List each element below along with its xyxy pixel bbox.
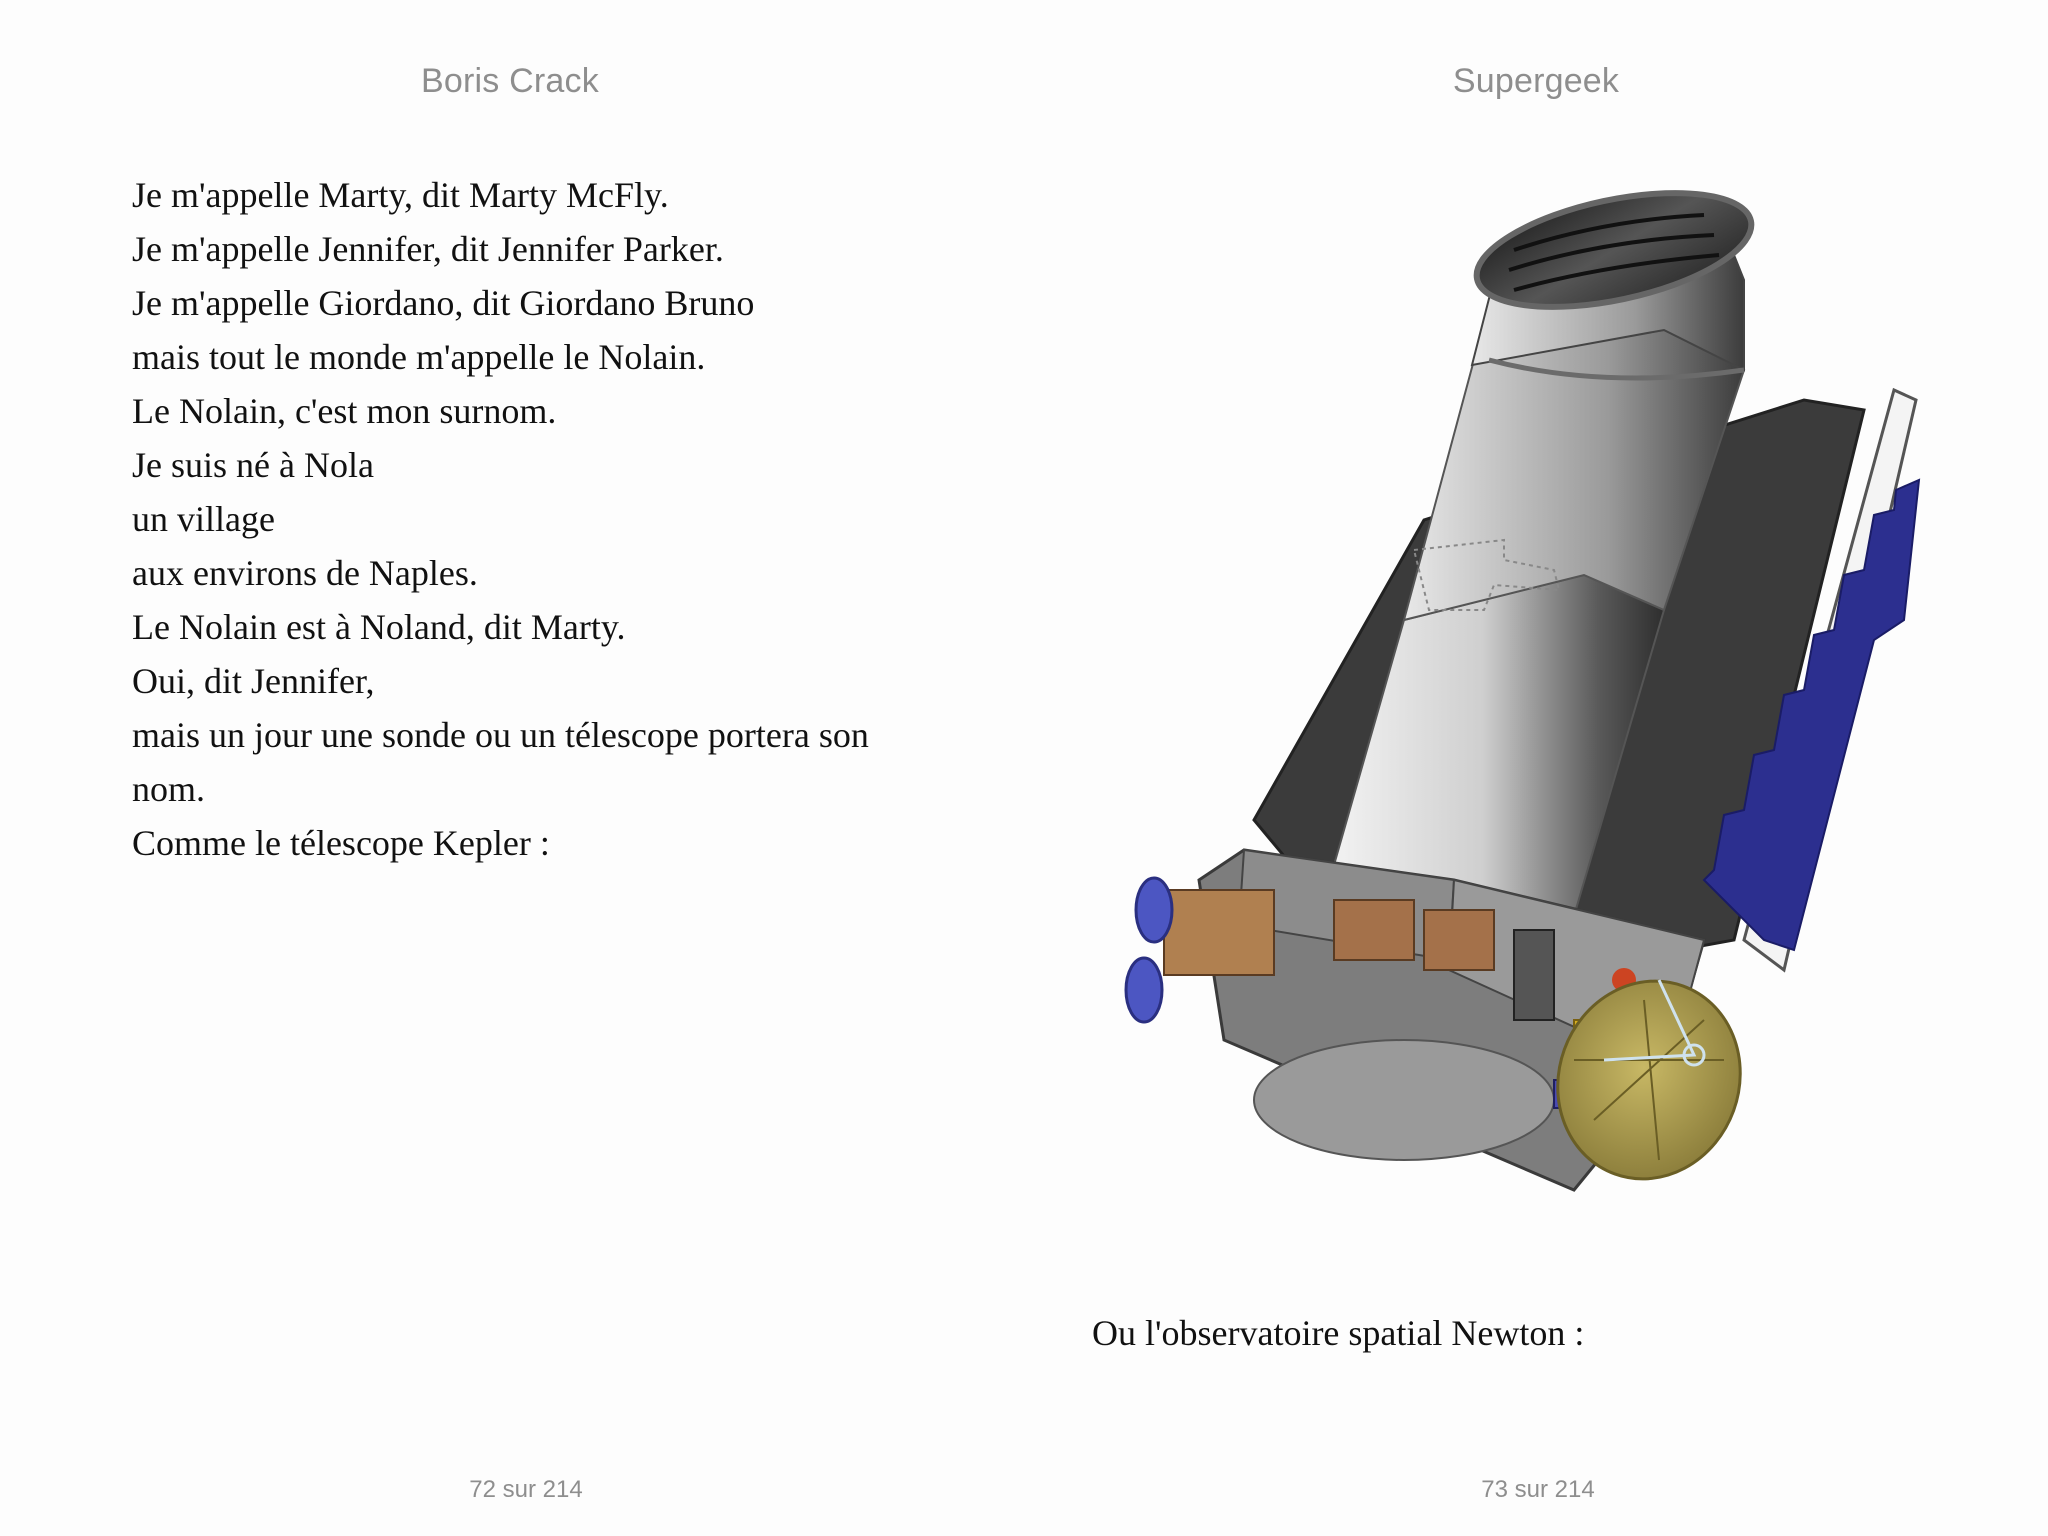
telescope-illustration [1104, 180, 1964, 1260]
text-line: Le Nolain, c'est mon surnom. [132, 391, 557, 431]
text-line: Le Nolain est à Noland, dit Marty. [132, 607, 626, 647]
text-line: Comme le télescope Kepler : [132, 823, 550, 863]
thruster-nozzle [1136, 878, 1172, 942]
thruster-nozzle [1126, 958, 1162, 1022]
instrument-box [1334, 900, 1414, 960]
text-line: Je m'appelle Jennifer, dit Jennifer Parker. [132, 229, 724, 269]
text-line: Je m'appelle Giordano, dit Giordano Bruno [132, 283, 755, 323]
book-author-header: Boris Crack [421, 62, 599, 100]
text-line: mais un jour une sonde ou un télescope portera son [132, 715, 869, 755]
kepler-telescope-image[interactable] [1104, 180, 1964, 1260]
right-page[interactable] [1024, 0, 2048, 1536]
bus-bottom-disc [1254, 1040, 1554, 1160]
text-line: un village [132, 499, 275, 539]
instrument-box [1164, 890, 1274, 975]
text-line: nom. [132, 769, 206, 809]
page-number: 72 sur 214 [469, 1476, 583, 1503]
figure-caption: Ou l'observatoire spatial Newton : [1092, 1313, 1585, 1353]
text-line: Je m'appelle Marty, dit Marty McFly. [132, 175, 669, 215]
book-title-header: Supergeek [1452, 62, 1620, 100]
instrument-box [1424, 910, 1494, 970]
text-line: Oui, dit Jennifer, [132, 661, 375, 701]
text-line: Je suis né à Nola [132, 445, 374, 485]
page-number: 73 sur 214 [1481, 1476, 1595, 1503]
page-body-text [132, 168, 962, 870]
text-line: aux environs de Naples. [132, 553, 478, 593]
text-line: mais tout le monde m'appelle le Nolain. [132, 337, 706, 377]
